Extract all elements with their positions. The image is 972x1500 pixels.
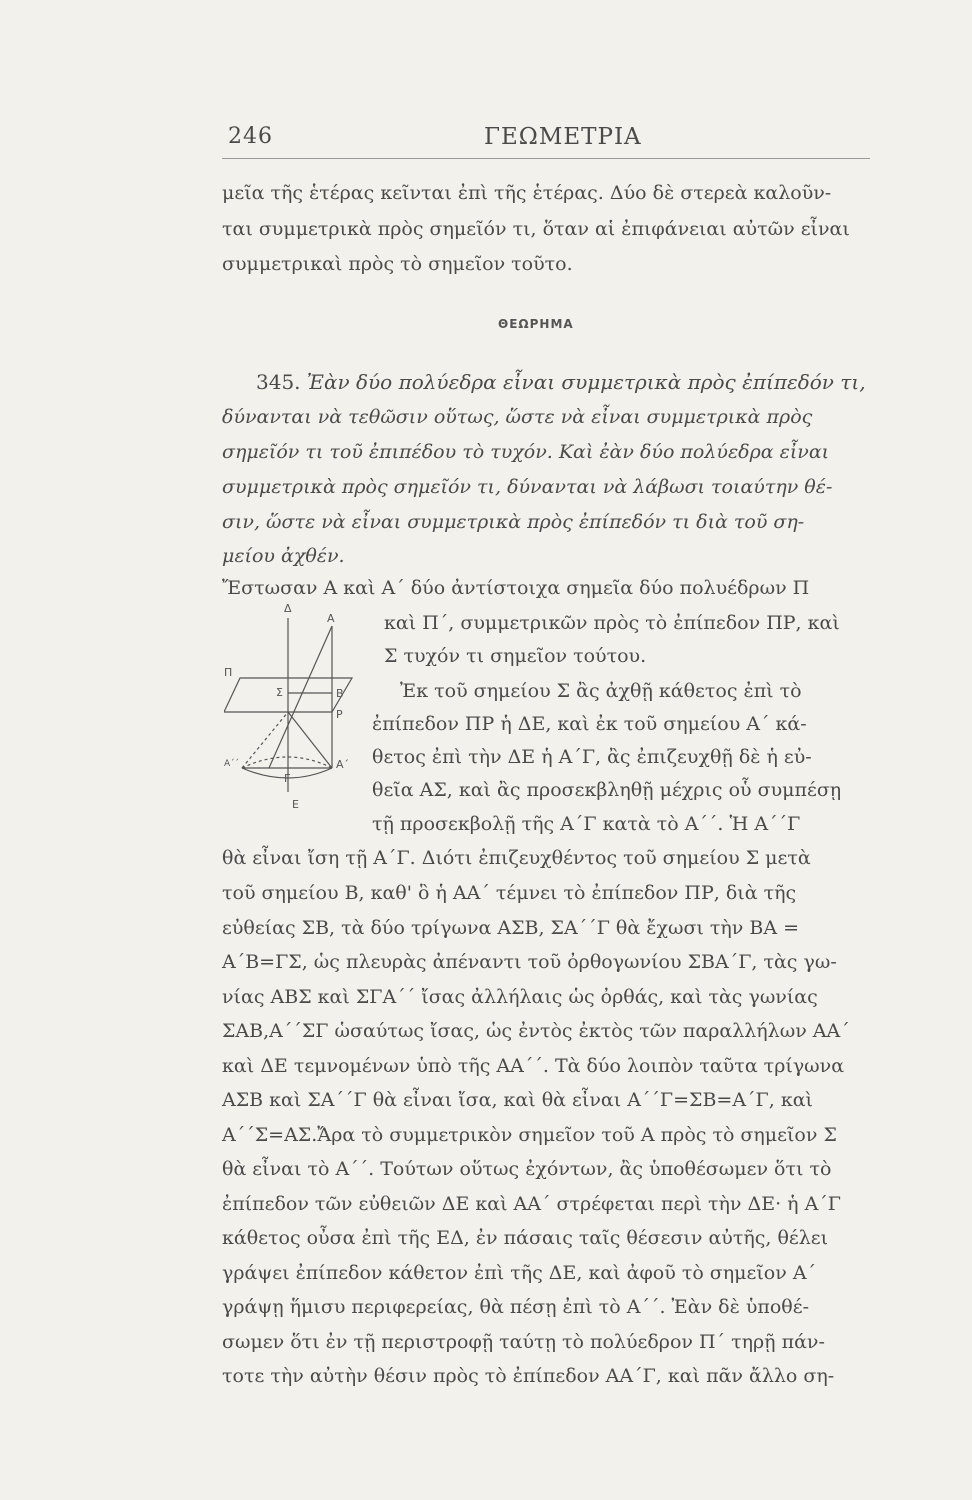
proof-wide-line: Ἔστωσαν Α καὶ Α΄ δύο ἀντίστοιχα σημεῖα δύο πολυέδρων Π xyxy=(222,577,810,599)
proof-line-2: τοῦ σημείου Β, καθ' ὃ ἡ ΑΑ΄ τέμνει τὸ ἐπίπεδον ΠΡ, διὰ τῆς xyxy=(222,882,797,904)
label-a: Α xyxy=(327,612,335,625)
theorem-line-3: σημεῖόν τι τοῦ ἐπιπέδου τὸ τυχόν. Καὶ ἐὰν δύο πολύεδρα εἶναι xyxy=(222,441,830,463)
proof-line-12: κάθετος οὖσα ἐπὶ τῆς ΕΔ, ἐν πάσαις ταῖς θέσεσιν αὐτῆς, θέλει xyxy=(222,1227,829,1249)
intro-line-2: ται συμμετρικὰ πρὸς σημεῖόν τι, ὅταν αἱ ἐπιφάνειαι αὐτῶν εἶναι xyxy=(222,218,850,240)
proof-line-11: ἐπίπεδον τῶν εὐθειῶν ΔΕ καὶ ΑΑ΄ στρέφεται περὶ τὴν ΔΕ· ἡ Α΄Γ xyxy=(222,1193,841,1215)
theorem-line-2: δύνανται νὰ τεθῶσιν οὕτως, ὥστε νὰ εἶναι συμμετρικὰ πρὸς xyxy=(222,406,813,428)
label-e: Ε xyxy=(292,798,299,811)
proof-side-line-2: Σ τυχόν τι σημεῖον τούτου. xyxy=(384,645,647,667)
proof-line-16: τοτε τὴν αὐτὴν θέσιν πρὸς τὸ ἐπίπεδον ΑΑ΄Γ, καὶ πᾶν ἄλλο ση- xyxy=(222,1365,835,1387)
geometry-figure xyxy=(224,598,354,814)
proof-side-line-1: καὶ Π΄, συμμετρικῶν πρὸς τὸ ἐπίπεδον ΠΡ, καὶ xyxy=(384,612,840,634)
label-p: Π xyxy=(224,666,233,679)
label-b: Β xyxy=(336,687,344,700)
theorem-number: 345. xyxy=(256,370,301,394)
proof-side-line-6: θεῖα ΑΣ, καὶ ἂς προσεκβληθῇ μέχρις οὗ συμπέσῃ xyxy=(372,779,842,801)
intro-line-3: συμμετρικαὶ πρὸς τὸ σημεῖον τοῦτο. xyxy=(222,253,573,275)
label-s: Σ xyxy=(276,686,283,699)
theorem-line-1: Ἐὰν δύο πολύεδρα εἶναι συμμετρικὰ πρὸς ἐπίπεδόν τι, xyxy=(306,370,866,394)
page-number: 246 xyxy=(228,124,273,149)
proof-line-1: θὰ εἶναι ἴση τῇ Α΄Γ. Διότι ἐπιζευχθέντος τοῦ σημείου Σ μετὰ xyxy=(222,847,811,869)
proof-side-line-5: θετος ἐπὶ τὴν ΔΕ ἡ Α΄Γ, ἂς ἐπιζευχθῇ δὲ ἡ εὐ- xyxy=(372,746,812,768)
running-head: ΓΕΩΜΕΤΡΙΑ xyxy=(484,124,642,150)
proof-line-10: θὰ εἶναι τὸ Α΄΄. Τούτων οὕτως ἐχόντων, ἂς ὑποθέσωμεν ὅτι τὸ xyxy=(222,1158,832,1180)
proof-line-8: ΑΣΒ καὶ ΣΑ΄΄Γ θὰ εἶναι ἴσα, καὶ θὰ εἶναι Α΄΄Γ=ΣΒ=Α΄Γ, καὶ xyxy=(222,1089,813,1111)
proof-line-14: γράψῃ ἥμισυ περιφερείας, θὰ πέσῃ ἐπὶ τὸ Α΄΄. Ἐὰν δὲ ὑποθέ- xyxy=(222,1296,810,1318)
label-g: Γ xyxy=(284,772,291,785)
proof-line-3: εὐθείας ΣΒ, τὰ δύο τρίγωνα ΑΣΒ, ΣΑ΄΄Γ θὰ ἔχωσι τὴν ΒΑ = xyxy=(222,917,800,939)
proof-line-7: καὶ ΔΕ τεμνομένων ὑπὸ τῆς ΑΑ΄΄. Τὰ δύο λοιπὸν ταῦτα τρίγωνα xyxy=(222,1055,845,1077)
proof-side-line-3: Ἐκ τοῦ σημείου Σ ἂς ἀχθῇ κάθετος ἐπὶ τὸ xyxy=(400,680,802,702)
label-r: Ρ xyxy=(336,708,343,721)
proof-line-13: γράψει ἐπίπεδον κάθετον ἐπὶ τῆς ΔΕ, καὶ ἀφοῦ τὸ σημεῖον Α΄ xyxy=(222,1262,817,1284)
proof-side-line-7: τῇ προσεκβολῇ τῆς Α΄Γ κατὰ τὸ Α΄΄. Ἡ Α΄΄Γ xyxy=(372,813,801,835)
proof-line-6: ΣΑΒ,Α΄΄ΣΓ ὡσαύτως ἴσας, ὡς ἐντὸς ἐκτὸς τῶν παραλλήλων ΑΑ΄ xyxy=(222,1020,850,1042)
theorem-line-4: συμμετρικὰ πρὸς σημεῖόν τι, δύνανται νὰ λάβωσι τοιαύτην θέ- xyxy=(222,476,833,498)
theorem-line-5: σιν, ὥστε νὰ εἶναι συμμετρικὰ πρὸς ἐπίπεδόν τι διὰ τοῦ ση- xyxy=(222,511,805,533)
line-cone-right xyxy=(288,712,332,768)
theorem-statement-first xyxy=(256,370,866,394)
label-a1: Α΄ xyxy=(336,758,350,771)
label-a2: Α΄΄ xyxy=(224,759,240,769)
arc-upper xyxy=(242,757,332,768)
intro-line-1: μεῖα τῆς ἑτέρας κεῖνται ἐπὶ τῆς ἑτέρας. Δύο δὲ στερεὰ καλοῦν- xyxy=(222,182,832,204)
proof-side-line-4: ἐπίπεδον ΠΡ ἡ ΔΕ, καὶ ἐκ τοῦ σημείου Α΄ κά- xyxy=(372,713,807,735)
proof-line-5: νίας ΑΒΣ καὶ ΣΓΑ΄΄ ἴσας ἀλλήλαις ὡς ὀρθάς, καὶ τὰς γωνίας xyxy=(222,986,818,1008)
theorem-line-6: μείου ἀχθέν. xyxy=(222,545,345,567)
proof-line-9: Α΄΄Σ=ΑΣ.Ἄρα τὸ συμμετρικὸν σημεῖον τοῦ Α πρὸς τὸ σημεῖον Σ xyxy=(222,1124,837,1146)
proof-line-4: Α΄Β=ΓΣ, ὡς πλευρὰς ἀπέναντι τοῦ ὀρθογωνίου ΣΒΑ΄Γ, τὰς γω- xyxy=(222,951,837,973)
label-d: Δ xyxy=(284,602,292,615)
proof-line-15: σωμεν ὅτι ἐν τῇ περιστροφῇ ταύτῃ τὸ πολύεδρον Π΄ τηρῇ πάν- xyxy=(222,1331,825,1353)
header-rule xyxy=(222,158,870,159)
theorem-heading: ΘΕΩΡΗΜΑ xyxy=(498,317,574,331)
